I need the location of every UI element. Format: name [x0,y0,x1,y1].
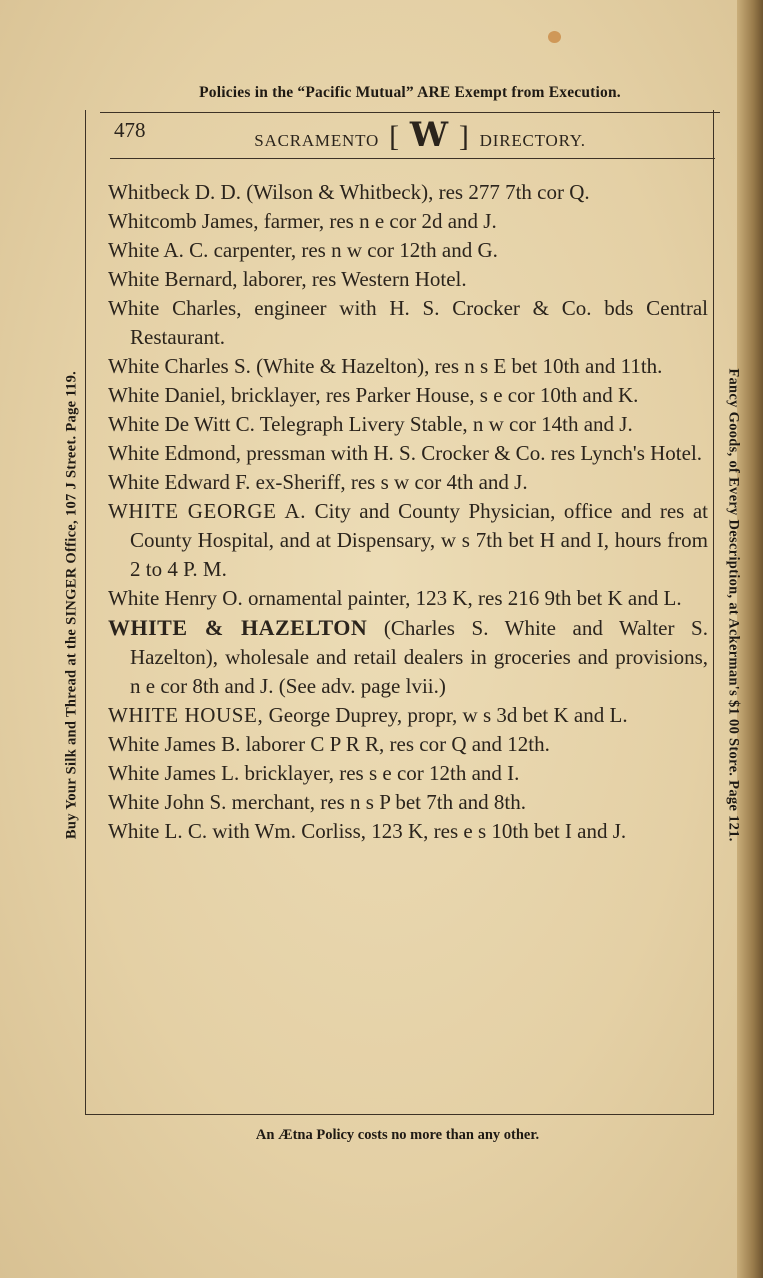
directory-entry: WHITE GEORGE A. City and County Physician, office and res at County Hospital, and at Dispensary, w s 7th bet H and I, hours from 2 to 4 P. M. [108,499,709,581]
paper-stain [548,31,561,43]
directory-entry: Whitcomb James, farmer, res n e cor 2d and J. [108,209,497,233]
header-letter: W [409,115,449,155]
directory-entry: WHITE & HAZELTON (Charles S. White and Walter S. Hazelton), wholesale and retail dealers in groceries and provisions, n e cor 8th and J. (See adv. page lvii.) [108,615,708,698]
directory-entry: White Edward F. ex-Sheriff, res s w cor 4th and J. [108,470,528,494]
bottom-advertisement: An Ætna Policy costs no more than any other. [255,1127,540,1143]
header-bracket-close: ] [458,120,470,153]
directory-entry: White John S. merchant, res n s P bet 7th and 8th. [108,790,526,814]
directory-entry: White James L. bricklayer, res s e cor 12th and I. [108,761,520,785]
entry-name-bold: WHITE & HAZELTON [108,615,368,640]
header-city: SACRAMENTO [254,131,380,150]
right-margin-advertisement: Fancy Goods, of Every Description, at Ackerman's $1 00 Store. Page 121. [725,368,742,842]
directory-entry: White L. C. with Wm. Corliss, 123 K, res e s 10th bet I and J. [108,819,627,843]
directory-entry: White Daniel, bricklayer, res Parker House, s e cor 10th and K. [108,383,639,407]
directory-entry: Whitbeck D. D. (Wilson & Whitbeck), res 277 7th cor Q. [108,180,590,204]
directory-entry: White James B. laborer C P R R, res cor Q and 12th. [108,732,550,756]
running-header [250,115,590,155]
entry-name-caps: WHITE HOUSE, [108,703,264,727]
directory-entry: White De Witt C. Telegraph Livery Stable, n w cor 14th and J. [108,412,633,436]
directory-entries [108,178,708,846]
left-margin-advertisement: Buy Your Silk and Thread at the SINGER Office, 107 J Street. Page 119. [63,370,80,840]
header-rule [110,158,715,159]
directory-entry: White Charles S. (White & Hazelton), res n s E bet 10th and 11th. [108,354,663,378]
top-advertisement: Policies in the “Pacific Mutual” ARE Exempt from Execution. [199,84,621,101]
directory-entry: WHITE HOUSE, George Duprey, propr, w s 3d bet K and L. [108,703,628,727]
directory-entry: White Charles, engineer with H. S. Crocker & Co. bds Central Restaurant. [108,296,708,349]
directory-entry: White Bernard, laborer, res Western Hotel. [108,267,467,291]
directory-entry: White Henry O. ornamental painter, 123 K, res 216 9th bet K and L. [108,586,682,610]
directory-entry: White A. C. carpenter, res n w cor 12th and G. [108,238,498,262]
header-section: DIRECTORY. [479,131,586,150]
header-bracket-open: [ [389,120,400,153]
page-number: 478 [114,118,146,142]
entry-name-caps: WHITE GEORGE A. [108,499,307,523]
directory-entry: White Edmond, pressman with H. S. Crocker & Co. res Lynch's Hotel. [108,441,703,465]
